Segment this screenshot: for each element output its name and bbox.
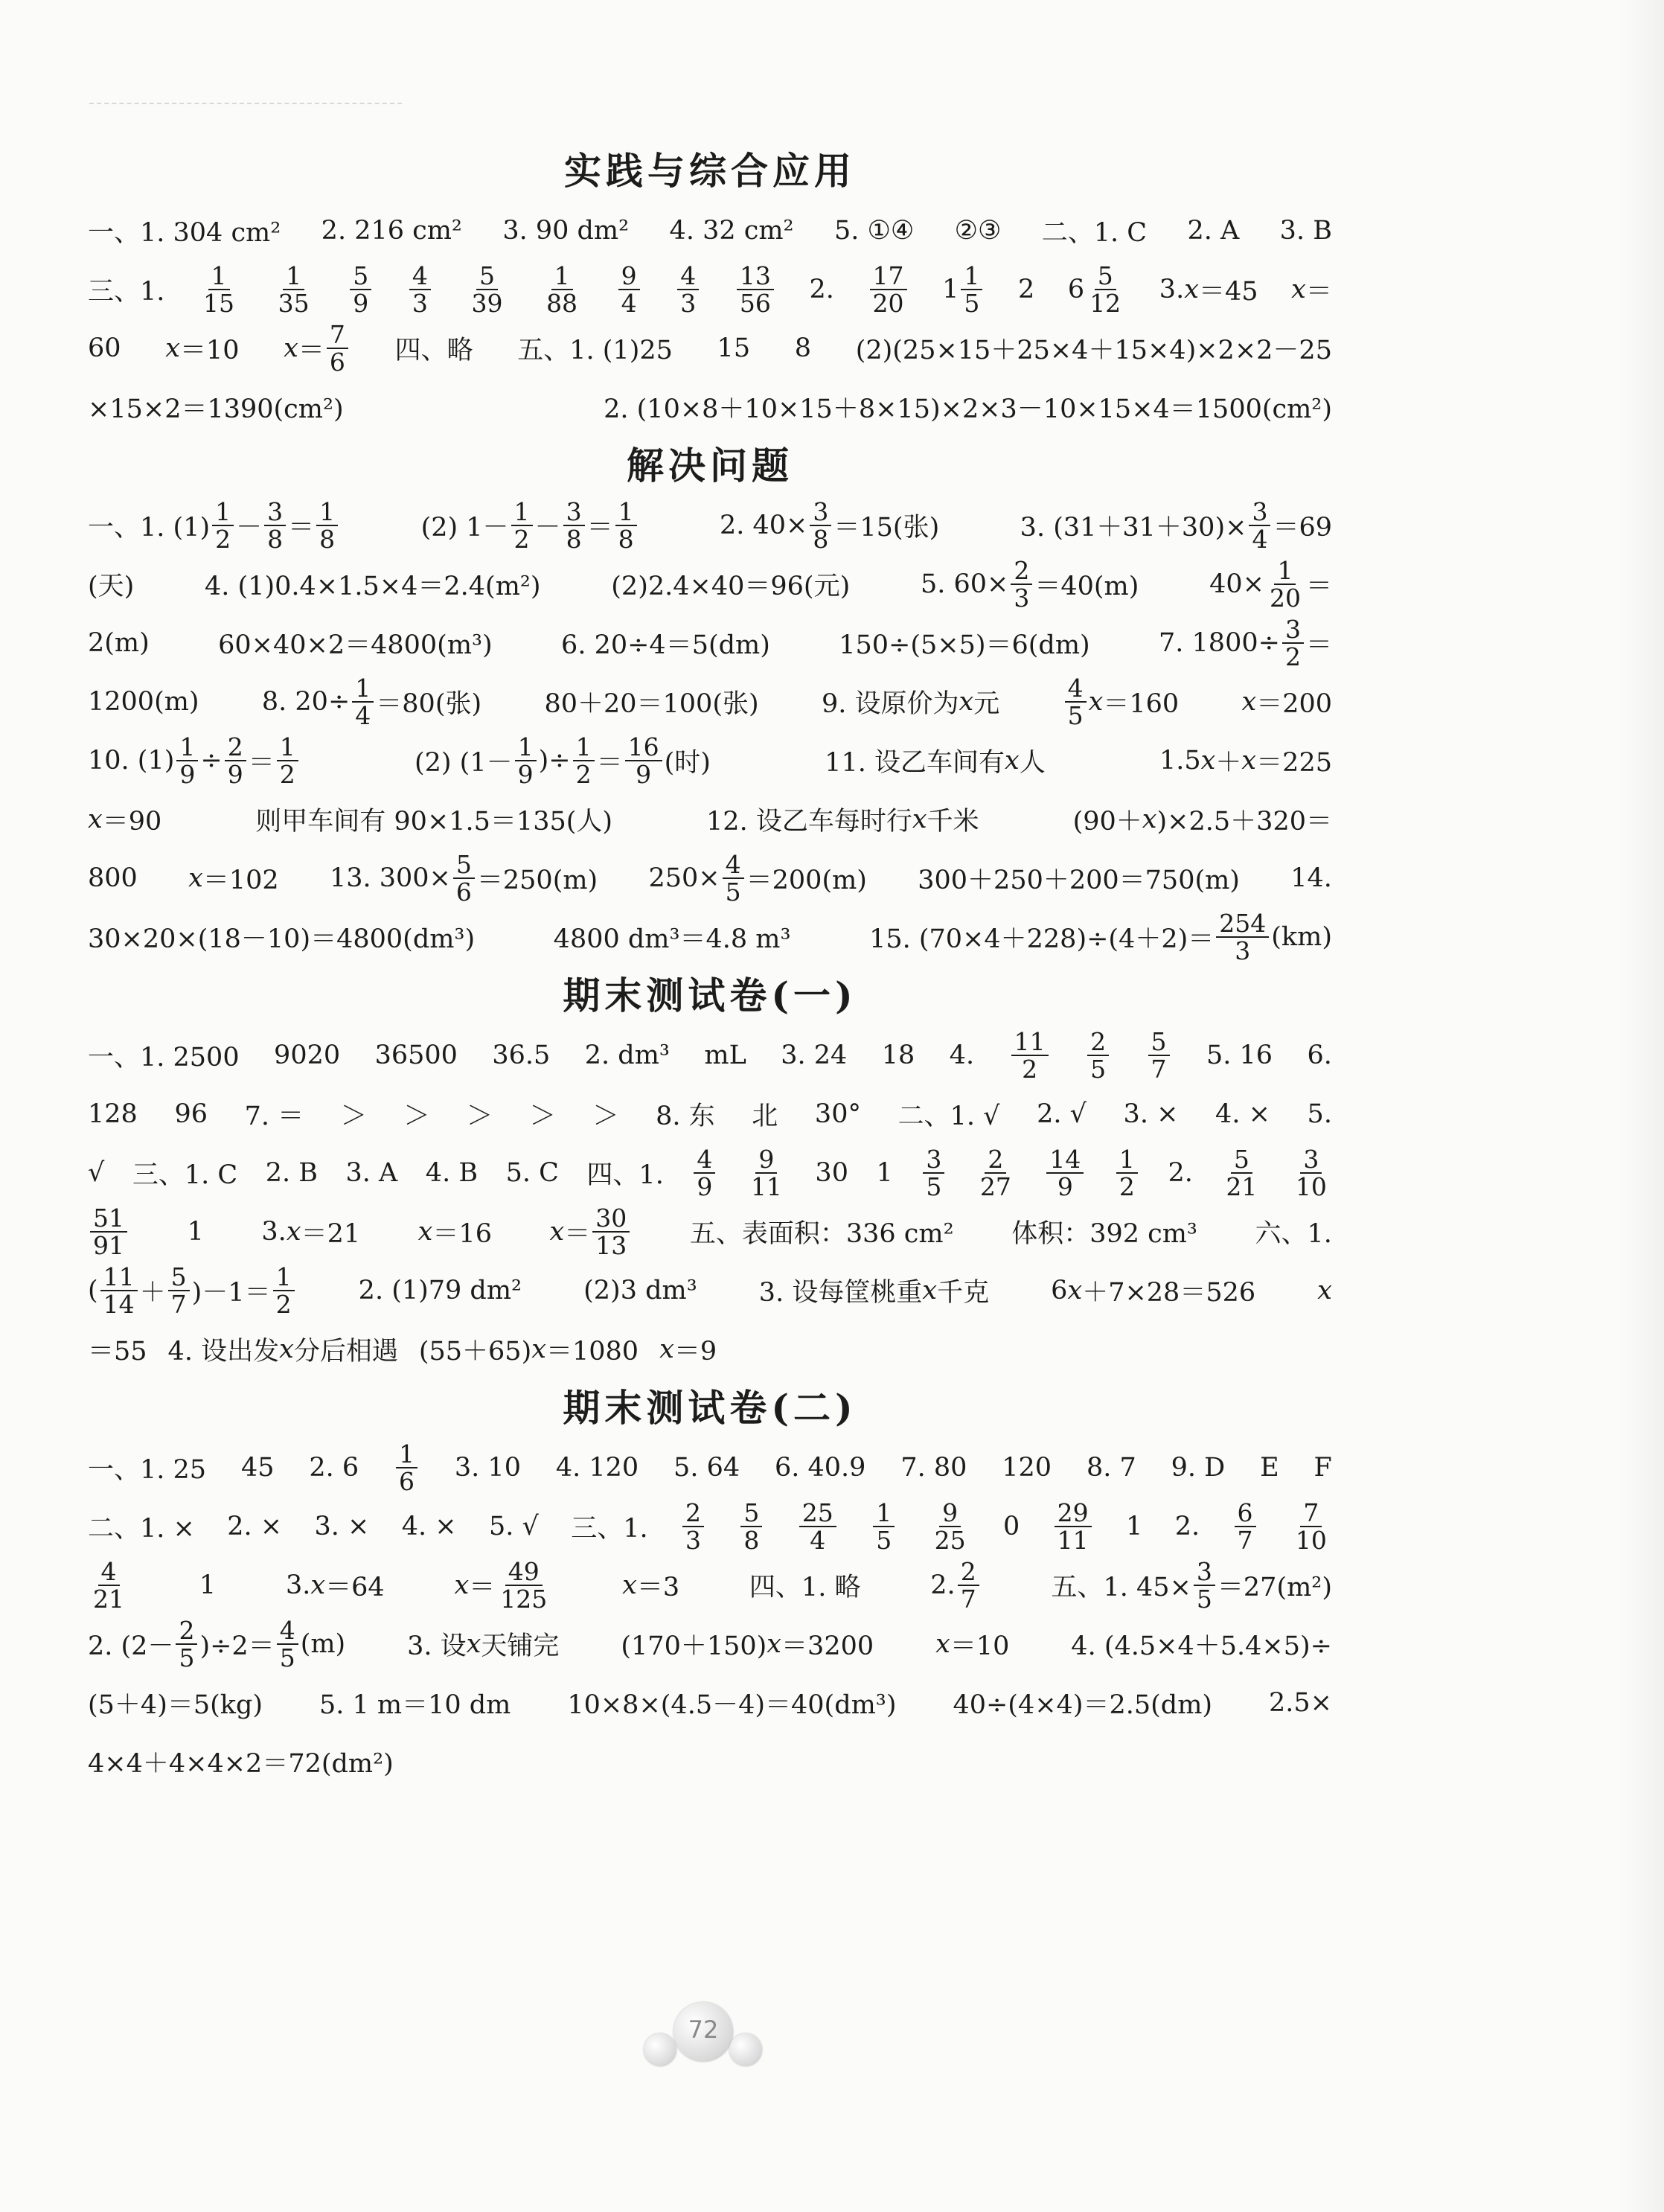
answer-item — [797, 1497, 839, 1555]
fraction: $\frac{1}{35}$ — [278, 260, 310, 318]
answer-item: 4. 120 — [555, 1452, 639, 1483]
fraction: $\frac{4}{5}$ — [1065, 675, 1087, 729]
answer-item — [868, 260, 909, 318]
answer-line — [88, 1438, 1332, 1497]
answer-item: √ — [88, 1157, 105, 1188]
answer-item: 体积：392 cm³ — [1011, 1218, 1197, 1249]
answer-item: 6. — [1307, 1040, 1332, 1070]
fraction: $\frac{1}{2}$ — [277, 734, 298, 787]
fraction: $\frac{1}{2}$ — [1116, 1146, 1138, 1200]
answer-line — [88, 377, 1332, 436]
answer-item: $\frac{4}{5}$ x ＝160 — [1063, 675, 1180, 729]
answer-item: ＝55 — [88, 1336, 147, 1366]
fraction: $\frac{16}{9}$ — [625, 734, 662, 787]
answer-item: (5＋4)＝5(kg) — [88, 1690, 263, 1720]
answer-item: 5. ①④ — [833, 215, 915, 246]
answer-item: 五、1. (1)25 — [517, 335, 673, 365]
answer-item: 三、1. C — [132, 1160, 238, 1190]
fraction: $\frac{1}{9}$ — [515, 734, 537, 787]
answer-item: 7. 1800÷ $\frac{3}{2}$ ＝ — [1159, 614, 1332, 671]
fraction: $\frac{4}{3}$ — [409, 263, 431, 316]
answer-item: 3. A — [345, 1157, 398, 1188]
answer-line — [88, 1614, 1332, 1673]
answer-item: 2 — [1018, 274, 1035, 304]
fraction: $\frac{11}{2}$ — [1011, 1029, 1049, 1082]
answer-item: 2(m) — [88, 627, 150, 658]
answer-item: 8 — [794, 333, 812, 363]
answer-item: 8. 7 — [1086, 1452, 1136, 1483]
answer-item: 4×4＋4×4×2＝72(dm²) — [88, 1748, 394, 1779]
answer-line — [88, 201, 1332, 260]
fraction: $\frac{1}{8}$ — [316, 499, 338, 552]
answer-item — [1146, 1026, 1172, 1084]
answer-line — [88, 1732, 1332, 1791]
answer-item: 1 — [199, 1570, 217, 1600]
fraction: $\frac{13}{56}$ — [737, 263, 774, 316]
fraction: $\frac{1}{5}$ — [961, 263, 982, 316]
answer-item: (90＋ x )×2.5＋320＝ — [1072, 804, 1332, 837]
answer-item: ＞ — [340, 1101, 367, 1131]
answer-line — [88, 848, 1332, 907]
answer-line — [88, 260, 1332, 319]
answer-item: 4. (4.5×4＋5.4×5)÷ — [1071, 1631, 1332, 1661]
answer-line — [88, 1497, 1332, 1556]
fraction: $\frac{5}{9}$ — [350, 263, 371, 316]
answer-item — [691, 1146, 717, 1200]
answer-item: 128 — [88, 1099, 138, 1129]
fraction: $\frac{254}{3}$ — [1216, 910, 1269, 964]
answer-item: x ＝10 — [935, 1628, 1010, 1661]
answer-line — [88, 1261, 1332, 1320]
answer-item: 2. 216 cm² — [321, 215, 462, 246]
fraction: $\frac{51}{91}$ — [90, 1205, 127, 1259]
section-title: 期末测试卷(二) — [563, 1386, 857, 1430]
answer-item: (2)3 dm³ — [583, 1275, 697, 1305]
answer-item: 四、1. — [586, 1160, 664, 1190]
answer-item: 30° — [814, 1099, 861, 1129]
answer-item: 96 — [174, 1099, 208, 1129]
answer-item: 2. 6 — [309, 1452, 359, 1483]
answer-item: 3. x ＝21 — [261, 1216, 361, 1249]
page-number: 72 — [688, 2016, 719, 2044]
answer-item: x ＝102 — [188, 863, 279, 895]
answer-item: 一、1. 304 cm² — [88, 217, 281, 248]
fraction: $\frac{5}{8}$ — [740, 1500, 762, 1553]
section-title: 解决问题 — [627, 444, 793, 488]
answer-item: 五、1. 45× $\frac{3}{5}$ ＝27(m²) — [1051, 1556, 1332, 1614]
answer-line — [88, 613, 1332, 672]
answer-item: 36500 — [374, 1040, 458, 1070]
answer-item — [1232, 1497, 1258, 1555]
fraction: $\frac{5}{7}$ — [168, 1264, 190, 1317]
fraction: $\frac{1}{20}$ — [1269, 555, 1301, 613]
fraction: $\frac{4}{9}$ — [694, 1146, 715, 1200]
answer-item: ×15×2＝1390(cm²) — [88, 394, 344, 424]
answer-item: 150÷(5×5)＝6(dm) — [839, 630, 1090, 660]
answer-item: 四、略 — [394, 335, 473, 365]
fraction: $\frac{9}{4}$ — [618, 263, 640, 316]
fraction: $\frac{5}{7}$ — [1148, 1029, 1170, 1082]
answer-item: 10. (1) $\frac{1}{9}$ ÷ $\frac{2}{9}$ ＝ $\frac{1}{2}$ — [88, 734, 301, 787]
answer-item: 六、1. — [1255, 1218, 1332, 1249]
answer-item: (170＋150) x ＝3200 — [621, 1628, 874, 1661]
answer-item: x ＝9 — [659, 1334, 717, 1366]
answer-item: 5. C — [505, 1157, 559, 1188]
answer-item: 6 x ＋7×28＝526 — [1051, 1275, 1256, 1308]
fraction: $\frac{4}{3}$ — [677, 263, 699, 316]
answer-item: (2)(25×15＋25×4＋15×4)×2×2－25 — [855, 335, 1332, 365]
answer-item: 6 $\frac{5}{12}$ — [1068, 263, 1126, 316]
answer-item: 0 — [1002, 1511, 1020, 1541]
answer-item: 3. × — [1123, 1099, 1179, 1129]
answer-item: 3. x ＝45 — [1159, 274, 1258, 307]
answer-item — [735, 260, 776, 318]
fraction: $\frac{3}{5}$ — [1194, 1559, 1215, 1612]
fraction: $\frac{2}{5}$ — [176, 1617, 197, 1671]
answer-line — [88, 907, 1332, 966]
answer-item: 1 — [876, 1157, 893, 1188]
answer-item: 250× $\frac{4}{5}$ ＝200(m) — [648, 849, 867, 907]
answer-item: 4. × — [1215, 1099, 1270, 1129]
answer-item: 1.5 x ＋ x ＝225 — [1159, 745, 1332, 778]
answer-item: 5. √ — [489, 1511, 539, 1541]
badge-small-circle-icon — [644, 2033, 676, 2066]
fraction: $\frac{9}{25}$ — [934, 1497, 966, 1555]
answer-item — [675, 260, 701, 318]
fraction: $\frac{1}{5}$ — [873, 1500, 895, 1553]
answer-item: 2. (1)79 dm² — [358, 1275, 522, 1305]
answer-item: 北 — [752, 1101, 778, 1131]
answer-item — [1085, 1026, 1111, 1084]
fraction: $\frac{3}{4}$ — [1249, 499, 1270, 552]
answer-item: 18 — [881, 1040, 915, 1070]
answer-item: 5. 16 — [1206, 1040, 1273, 1070]
answer-item: 30 — [815, 1157, 848, 1188]
fraction: $\frac{1}{2}$ — [273, 1264, 295, 1317]
answer-item: 4. × — [401, 1511, 457, 1541]
answer-item: F — [1313, 1452, 1332, 1483]
answer-item — [929, 1497, 971, 1555]
answer-line — [88, 496, 1332, 554]
answer-item: 5. 60× $\frac{2}{3}$ ＝40(m) — [920, 555, 1139, 613]
answer-item: 2. 40× $\frac{3}{8}$ ＝15(张) — [720, 496, 940, 554]
answer-item: x ＝ $\frac{49}{125}$ — [454, 1559, 552, 1612]
answer-line — [88, 554, 1332, 613]
answer-item: 三、1. — [88, 276, 165, 307]
fraction: $\frac{3}{2}$ — [1282, 616, 1304, 670]
fraction: $\frac{2}{3}$ — [1011, 557, 1032, 611]
answer-item: 五、表面积：336 cm² — [689, 1218, 954, 1249]
answer-line — [88, 672, 1332, 731]
answer-content — [88, 141, 1332, 1791]
answer-item: 2. (2－ $\frac{2}{5}$ )÷2＝ $\frac{4}{5}$ (m) — [88, 1615, 346, 1672]
fraction: $\frac{5}{12}$ — [1089, 260, 1121, 318]
answer-item — [407, 260, 433, 318]
fraction: $\frac{6}{7}$ — [1235, 1500, 1256, 1553]
answer-line — [88, 319, 1332, 377]
answer-item — [1052, 1497, 1094, 1555]
answer-item: 2.5× — [1269, 1687, 1332, 1718]
answer-item: (55＋65) x ＝1080 — [418, 1334, 639, 1366]
answer-item: 3. B — [1279, 215, 1332, 246]
answer-item: 2. dm³ — [584, 1040, 670, 1070]
answer-item: (2) 1－ $\frac{1}{2}$ － $\frac{3}{8}$ ＝ $\frac{1}{8}$ — [421, 499, 639, 552]
answer-item: x ＝16 — [417, 1216, 492, 1249]
answer-item: 三、1. — [571, 1513, 648, 1544]
fraction: $\frac{4}{21}$ — [93, 1556, 124, 1614]
answer-item: 3. (31＋31＋30)× $\frac{3}{4}$ ＝69 — [1020, 496, 1332, 554]
answer-item: 3. 24 — [781, 1040, 848, 1070]
answer-line — [88, 790, 1332, 848]
answer-item: 7. ＝ — [244, 1101, 304, 1131]
answer-item: (天) — [88, 571, 135, 601]
answer-item — [616, 260, 642, 318]
answer-item — [746, 1146, 787, 1200]
fraction: $\frac{5}{39}$ — [471, 260, 503, 318]
fraction: $\frac{29}{11}$ — [1055, 1500, 1092, 1553]
fraction: $\frac{1}{4}$ — [352, 675, 374, 729]
fraction: $\frac{30}{13}$ — [592, 1205, 630, 1259]
answer-item: 4. — [949, 1040, 975, 1070]
answer-item: 5. — [1307, 1099, 1332, 1129]
answer-item: 6. 40.9 — [774, 1452, 866, 1483]
answer-item: x ＝ $\frac{7}{6}$ — [284, 322, 351, 375]
answer-item: 3. 10 — [454, 1452, 521, 1483]
answer-item: (2)2.4×40＝96(元) — [611, 571, 851, 601]
answer-item — [88, 1205, 129, 1259]
answer-item — [1290, 1497, 1332, 1555]
fraction: $\frac{3}{5}$ — [923, 1146, 944, 1200]
answer-item: ＞ — [403, 1101, 430, 1131]
answer-item: x — [1317, 1275, 1332, 1305]
answer-item: x ＝ $\frac{30}{13}$ — [550, 1205, 633, 1259]
fraction: $\frac{5}{21}$ — [1226, 1144, 1258, 1201]
answer-item: 15. (70×4＋228)÷(4＋2)＝ $\frac{254}{3}$ (km) — [869, 908, 1332, 965]
answer-item: 3. 90 dm² — [502, 215, 630, 246]
answer-item — [348, 260, 374, 318]
answer-item: 二、1. C — [1041, 217, 1148, 248]
fraction: $\frac{1}{88}$ — [546, 260, 578, 318]
answer-item: 12. 设乙车每时行 x 千米 — [706, 804, 979, 837]
answer-item — [1009, 1026, 1051, 1084]
answer-item: mL — [704, 1040, 746, 1070]
answer-item: x ＝90 — [88, 804, 162, 837]
answer-item: 2. √ — [1037, 1099, 1087, 1129]
fraction: $\frac{2}{7}$ — [958, 1559, 979, 1612]
answer-item: x ＝200 — [1241, 686, 1332, 719]
answer-item: 1 — [1126, 1511, 1143, 1541]
fraction: $\frac{1}{15}$ — [203, 260, 235, 318]
answer-item: ( $\frac{11}{14}$ ＋ $\frac{5}{7}$ )－1＝ $\frac{1}{2}$ — [88, 1264, 297, 1317]
fraction: $\frac{3}{8}$ — [563, 499, 585, 552]
answer-item: x ＝ — [1291, 274, 1332, 307]
section-title: 实践与综合应用 — [564, 149, 856, 193]
answer-item: 8. 20÷ $\frac{1}{4}$ ＝80(张) — [261, 673, 482, 730]
answer-item: 四、1. 略 — [749, 1572, 861, 1602]
fraction: $\frac{3}{8}$ — [810, 499, 831, 552]
answer-item: 3. 设 x 天铺完 — [407, 1628, 560, 1661]
fraction: $\frac{1}{2}$ — [573, 734, 595, 787]
answer-line — [88, 1143, 1332, 1202]
fraction: $\frac{2}{3}$ — [682, 1500, 704, 1553]
page-edge-shadow — [1619, 0, 1664, 2212]
answer-item: 2. × — [227, 1511, 283, 1541]
answer-item — [273, 260, 315, 318]
answer-item: 2. — [1174, 1511, 1200, 1541]
answer-item — [921, 1146, 947, 1200]
answer-item: x ＝3 — [622, 1570, 680, 1602]
answer-item: 9020 — [274, 1040, 341, 1070]
answer-item: 10×8×(4.5－4)＝40(dm³) — [567, 1690, 897, 1720]
answer-item: 13. 300× $\frac{5}{6}$ ＝250(m) — [329, 849, 598, 907]
answer-item: 一、1. (1) $\frac{1}{2}$ － $\frac{3}{8}$ ＝ $\frac{1}{8}$ — [88, 499, 340, 552]
answer-item: 二、1. × — [88, 1513, 195, 1544]
fraction: $\frac{2}{5}$ — [1087, 1029, 1109, 1082]
answer-item: 2. — [1168, 1157, 1193, 1188]
answer-line — [88, 1084, 1332, 1143]
answer-item: 15 — [717, 333, 751, 363]
answer-item: 60 — [88, 333, 121, 363]
answer-item: 2. — [809, 274, 834, 304]
answer-item: 一、1. 25 — [88, 1454, 207, 1485]
answer-item: 120 — [1002, 1452, 1052, 1483]
answer-item: 4. 32 cm² — [669, 215, 794, 246]
answer-item: 3. × — [314, 1511, 370, 1541]
section-title: 期末测试卷(一) — [563, 974, 857, 1017]
fraction: $\frac{17}{20}$ — [870, 263, 907, 316]
answer-item: 2. A — [1187, 215, 1240, 246]
answer-item: 6. 20÷4＝5(dm) — [561, 630, 770, 660]
answer-item: 8. 东 — [656, 1101, 715, 1131]
answer-item: ＞ — [592, 1101, 619, 1131]
answer-item: 800 — [88, 863, 138, 893]
answer-item — [738, 1497, 764, 1555]
answer-item: 60×40×2＝4800(m³) — [218, 630, 493, 660]
header-rule — [89, 103, 402, 104]
answer-item: x ＝10 — [165, 333, 240, 365]
fraction: $\frac{7}{10}$ — [1295, 1497, 1327, 1555]
answer-line — [88, 1026, 1332, 1084]
answer-item: 14. — [1290, 863, 1332, 893]
answer-item: 一、1. 2500 — [88, 1042, 240, 1073]
answer-item — [466, 260, 508, 318]
answer-item — [1044, 1146, 1086, 1200]
answer-item: 11. 设乙车间有 x 人 — [825, 745, 1046, 778]
fraction: $\frac{3}{10}$ — [1295, 1144, 1327, 1201]
answer-item: 9. 设原价为 x 元 — [821, 686, 1000, 719]
fraction: $\frac{4}{5}$ — [277, 1617, 298, 1671]
answer-item: 40÷(4×4)＝2.5(dm) — [953, 1690, 1213, 1720]
answer-item: 300＋250＋200＝750(m) — [918, 865, 1240, 895]
answer-item: 4. 设出发 x 分后相遇 — [167, 1334, 398, 1366]
answer-item: 4. (1)0.4×1.5×4＝2.4(m²) — [205, 571, 541, 601]
answer-item: 二、1. √ — [897, 1101, 1000, 1131]
answer-line — [88, 1556, 1332, 1614]
answer-item: 40× $\frac{1}{20}$ ＝ — [1209, 555, 1332, 613]
answer-item: 4. B — [425, 1157, 479, 1188]
answer-item: E — [1260, 1452, 1279, 1483]
fraction: $\frac{7}{6}$ — [327, 322, 348, 375]
answer-item: 30×20×(18－10)＝4800(dm³) — [88, 924, 476, 954]
answer-item: ②③ — [954, 215, 1002, 246]
page-number-badge — [640, 1995, 767, 2069]
answer-line — [88, 1202, 1332, 1261]
fraction: $\frac{4}{5}$ — [723, 851, 744, 905]
answer-item — [394, 1441, 420, 1495]
answer-item: 1 — [187, 1216, 204, 1247]
answer-item — [541, 260, 583, 318]
answer-item: (2) (1－ $\frac{1}{9}$ )÷ $\frac{1}{2}$ ＝ $\frac{16}{9}$ (时) — [414, 732, 711, 789]
answer-item: 9. D — [1171, 1452, 1226, 1483]
fraction: $\frac{11}{14}$ — [100, 1264, 138, 1317]
badge-small-circle-icon — [729, 2033, 762, 2066]
fraction: $\frac{9}{11}$ — [750, 1144, 782, 1201]
answer-item: 1 $\frac{1}{5}$ — [942, 263, 985, 316]
fraction: $\frac{1}{2}$ — [212, 499, 234, 552]
fraction: $\frac{3}{8}$ — [264, 499, 286, 552]
answer-item: 4800 dm³＝4.8 m³ — [553, 924, 791, 954]
fraction: $\frac{1}{6}$ — [396, 1441, 417, 1495]
answer-item: 3. x ＝64 — [285, 1570, 385, 1602]
fraction: $\frac{1}{8}$ — [615, 499, 637, 552]
answer-item: 80＋20＝100(张) — [544, 688, 759, 719]
answer-item — [88, 1556, 129, 1614]
answer-line — [88, 1320, 1332, 1378]
fraction: $\frac{2}{9}$ — [225, 734, 246, 787]
answer-item — [871, 1497, 897, 1555]
answer-item — [1290, 1146, 1332, 1200]
answer-item: 36.5 — [492, 1040, 551, 1070]
answer-item — [1114, 1146, 1140, 1200]
answer-item: 3. 设每筐桃重 x 千克 — [758, 1275, 990, 1308]
answer-item: 45 — [240, 1452, 275, 1483]
answer-line — [88, 1673, 1332, 1732]
answer-item: 5. 1 m＝10 dm — [319, 1690, 511, 1720]
fraction: $\frac{25}{4}$ — [799, 1500, 836, 1553]
answer-item — [975, 1146, 1017, 1200]
answer-item — [1220, 1146, 1262, 1200]
answer-item: ＞ — [467, 1101, 493, 1131]
fraction: $\frac{49}{125}$ — [500, 1556, 548, 1614]
answer-item: 2. B — [265, 1157, 318, 1188]
fraction: $\frac{1}{2}$ — [511, 499, 533, 552]
answer-line — [88, 731, 1332, 790]
answer-item — [680, 1497, 706, 1555]
answer-item: 5. 64 — [673, 1452, 740, 1483]
fraction: $\frac{5}{6}$ — [453, 851, 475, 905]
answer-item: 7. 80 — [900, 1452, 967, 1483]
answer-item: 1200(m) — [88, 686, 199, 717]
fraction: $\frac{2}{27}$ — [979, 1144, 1011, 1201]
fraction: $\frac{1}{9}$ — [176, 734, 198, 787]
answer-item: 2. $\frac{2}{7}$ — [930, 1559, 981, 1612]
fraction: $\frac{14}{9}$ — [1046, 1146, 1084, 1200]
answer-item: 2. (10×8＋10×15＋8×15)×2×3－10×15×4＝1500(cm²) — [604, 394, 1332, 424]
answer-item: 则甲车间有 90×1.5＝135(人) — [255, 806, 613, 837]
answer-item — [198, 260, 240, 318]
answer-item: ＞ — [529, 1101, 556, 1131]
